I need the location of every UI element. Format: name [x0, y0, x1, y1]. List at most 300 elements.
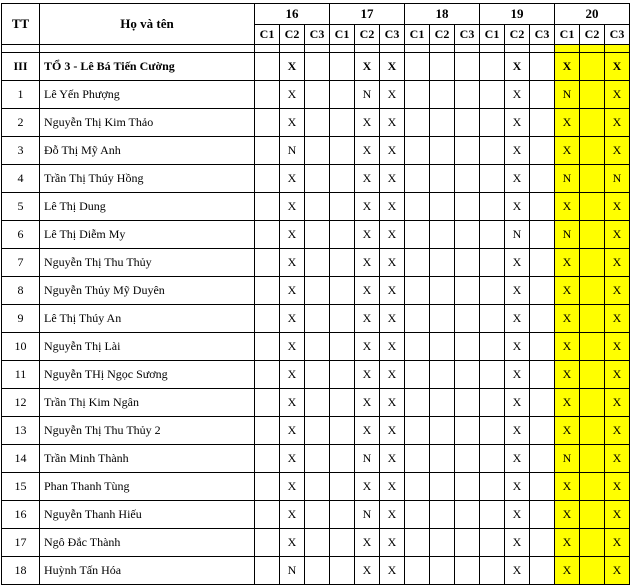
mark-cell [305, 193, 330, 221]
header-group-17: 17 [330, 4, 405, 25]
mark-cell [305, 53, 330, 81]
mark-cell [330, 473, 355, 501]
mark-cell [330, 501, 355, 529]
header-sub: C2 [580, 25, 605, 45]
mark-cell [480, 557, 505, 585]
mark-cell [255, 137, 280, 165]
mark-cell [255, 529, 280, 557]
row-number: 18 [2, 557, 40, 585]
mark-cell [255, 417, 280, 445]
mark-cell [305, 389, 330, 417]
mark-cell: X [355, 277, 380, 305]
mark-cell: X [555, 417, 580, 445]
mark-cell: X [505, 165, 530, 193]
mark-cell: X [505, 277, 530, 305]
mark-cell [455, 109, 480, 137]
header-sub: C1 [405, 25, 430, 45]
spacer-cell [555, 45, 580, 53]
mark-cell [430, 305, 455, 333]
mark-cell: X [280, 417, 305, 445]
table-row [2, 473, 630, 501]
mark-cell: X [380, 445, 405, 473]
mark-cell [430, 165, 455, 193]
mark-cell [255, 557, 280, 585]
table-row [2, 389, 630, 417]
mark-cell [405, 473, 430, 501]
mark-cell: X [605, 221, 630, 249]
mark-cell: X [280, 193, 305, 221]
mark-cell [530, 557, 555, 585]
mark-cell [405, 249, 430, 277]
mark-cell: X [355, 221, 380, 249]
mark-cell [530, 81, 555, 109]
mark-cell [430, 389, 455, 417]
row-number: 5 [2, 193, 40, 221]
mark-cell: X [505, 529, 530, 557]
mark-cell: X [380, 501, 405, 529]
header-sub: C3 [530, 25, 555, 45]
mark-cell [530, 445, 555, 473]
mark-cell [580, 277, 605, 305]
member-name: Phan Thanh Tùng [40, 473, 255, 501]
mark-cell: X [505, 137, 530, 165]
mark-cell [305, 333, 330, 361]
mark-cell: X [355, 417, 380, 445]
member-name: Lê Yến Phượng [40, 81, 255, 109]
spacer-cell [280, 45, 305, 53]
mark-cell [255, 333, 280, 361]
mark-cell: N [280, 137, 305, 165]
mark-cell [455, 473, 480, 501]
mark-cell [430, 361, 455, 389]
mark-cell [305, 221, 330, 249]
mark-cell: X [380, 165, 405, 193]
mark-cell: X [555, 473, 580, 501]
mark-cell: X [380, 389, 405, 417]
mark-cell: X [505, 473, 530, 501]
mark-cell [480, 305, 505, 333]
mark-cell [580, 249, 605, 277]
row-number: 12 [2, 389, 40, 417]
member-name: Trần Thị Kim Ngân [40, 389, 255, 417]
mark-cell [330, 109, 355, 137]
header-group-20: 20 [555, 4, 630, 25]
mark-cell: N [555, 221, 580, 249]
mark-cell: X [555, 53, 580, 81]
mark-cell [255, 361, 280, 389]
mark-cell: X [280, 473, 305, 501]
mark-cell: N [555, 81, 580, 109]
mark-cell [530, 137, 555, 165]
member-name: Lê Thị Dung [40, 193, 255, 221]
mark-cell [255, 53, 280, 81]
spacer-cell [355, 45, 380, 53]
spacer-cell [505, 45, 530, 53]
mark-cell: X [380, 53, 405, 81]
row-number: 1 [2, 81, 40, 109]
row-number: 15 [2, 473, 40, 501]
mark-cell: X [505, 501, 530, 529]
mark-cell: X [280, 445, 305, 473]
mark-cell: X [280, 165, 305, 193]
mark-cell [580, 361, 605, 389]
mark-cell: X [280, 361, 305, 389]
mark-cell [455, 165, 480, 193]
mark-cell [305, 165, 330, 193]
mark-cell [330, 361, 355, 389]
mark-cell [480, 529, 505, 557]
mark-cell [255, 473, 280, 501]
mark-cell [430, 473, 455, 501]
mark-cell [480, 277, 505, 305]
mark-cell: N [505, 221, 530, 249]
mark-cell: X [380, 557, 405, 585]
mark-cell: X [380, 473, 405, 501]
mark-cell: X [380, 249, 405, 277]
mark-cell [305, 81, 330, 109]
mark-cell [580, 557, 605, 585]
mark-cell [530, 417, 555, 445]
mark-cell [405, 137, 430, 165]
mark-cell [480, 109, 505, 137]
spacer-cell [330, 45, 355, 53]
member-name: Nguyễn Thị Kim Thảo [40, 109, 255, 137]
mark-cell [455, 249, 480, 277]
mark-cell: X [380, 529, 405, 557]
spacer-cell [255, 45, 280, 53]
table-row [2, 221, 630, 249]
mark-cell [255, 389, 280, 417]
mark-cell: X [555, 193, 580, 221]
mark-cell [430, 333, 455, 361]
row-number: 2 [2, 109, 40, 137]
mark-cell: X [505, 557, 530, 585]
mark-cell [530, 165, 555, 193]
mark-cell: N [280, 557, 305, 585]
mark-cell [330, 137, 355, 165]
mark-cell: N [605, 165, 630, 193]
mark-cell [405, 165, 430, 193]
mark-cell [330, 249, 355, 277]
mark-cell: X [555, 557, 580, 585]
mark-cell: X [605, 333, 630, 361]
mark-cell [430, 221, 455, 249]
mark-cell [455, 445, 480, 473]
mark-cell: X [280, 81, 305, 109]
header-sub: C1 [255, 25, 280, 45]
mark-cell [455, 333, 480, 361]
mark-cell [405, 557, 430, 585]
header-sub: C2 [280, 25, 305, 45]
mark-cell [480, 193, 505, 221]
table-body [2, 45, 630, 585]
spacer-cell [530, 45, 555, 53]
mark-cell [305, 445, 330, 473]
mark-cell [305, 501, 330, 529]
mark-cell: X [505, 193, 530, 221]
mark-cell: X [555, 529, 580, 557]
mark-cell [330, 193, 355, 221]
header-sub: C3 [455, 25, 480, 45]
mark-cell [455, 221, 480, 249]
mark-cell: X [605, 501, 630, 529]
mark-cell: X [555, 277, 580, 305]
mark-cell: X [605, 557, 630, 585]
mark-cell [430, 501, 455, 529]
mark-cell: X [280, 389, 305, 417]
member-name: Trần Thị Thúy Hồng [40, 165, 255, 193]
mark-cell [405, 277, 430, 305]
mark-cell [455, 389, 480, 417]
spacer-cell [430, 45, 455, 53]
mark-cell [580, 109, 605, 137]
mark-cell [405, 417, 430, 445]
row-number: 8 [2, 277, 40, 305]
mark-cell [330, 305, 355, 333]
table-row [2, 193, 630, 221]
mark-cell [405, 53, 430, 81]
mark-cell [255, 81, 280, 109]
mark-cell: X [505, 81, 530, 109]
mark-cell [405, 361, 430, 389]
mark-cell [580, 473, 605, 501]
mark-cell [455, 305, 480, 333]
mark-cell: X [355, 193, 380, 221]
mark-cell [580, 81, 605, 109]
mark-cell [405, 445, 430, 473]
mark-cell [405, 109, 430, 137]
mark-cell [530, 193, 555, 221]
mark-cell [305, 361, 330, 389]
header-name: Họ và tên [40, 4, 255, 45]
mark-cell [480, 137, 505, 165]
mark-cell: X [605, 249, 630, 277]
mark-cell: X [380, 361, 405, 389]
mark-cell [305, 249, 330, 277]
table-row [2, 361, 630, 389]
spacer-cell [2, 45, 40, 53]
mark-cell [580, 445, 605, 473]
header-sub: C1 [480, 25, 505, 45]
member-name: Nguyễn Thị Lài [40, 333, 255, 361]
header-sub: C1 [555, 25, 580, 45]
header-group-16: 16 [255, 4, 330, 25]
member-name: Nguyễn Thủy Mỹ Duyên [40, 277, 255, 305]
mark-cell: X [380, 333, 405, 361]
mark-cell [405, 501, 430, 529]
mark-cell: X [355, 473, 380, 501]
mark-cell: N [555, 445, 580, 473]
mark-cell: X [280, 501, 305, 529]
mark-cell [580, 417, 605, 445]
spacer-cell [40, 45, 255, 53]
mark-cell [530, 53, 555, 81]
mark-cell: X [380, 305, 405, 333]
mark-cell [330, 333, 355, 361]
mark-cell [480, 389, 505, 417]
header-row-groups [2, 4, 630, 25]
mark-cell [530, 305, 555, 333]
mark-cell: X [605, 389, 630, 417]
mark-cell: X [355, 389, 380, 417]
mark-cell: X [555, 137, 580, 165]
member-name: Huỳnh Tấn Hóa [40, 557, 255, 585]
mark-cell [330, 417, 355, 445]
mark-cell: X [555, 389, 580, 417]
mark-cell [580, 529, 605, 557]
mark-cell [530, 473, 555, 501]
mark-cell: N [355, 501, 380, 529]
member-name: Nguyễn Thanh Hiếu [40, 501, 255, 529]
mark-cell [430, 137, 455, 165]
mark-cell: X [355, 361, 380, 389]
mark-cell [255, 165, 280, 193]
mark-cell [480, 361, 505, 389]
mark-cell: N [555, 165, 580, 193]
mark-cell [255, 109, 280, 137]
header-sub: C3 [380, 25, 405, 45]
mark-cell [580, 305, 605, 333]
mark-cell [530, 221, 555, 249]
mark-cell: X [355, 305, 380, 333]
mark-cell: X [605, 445, 630, 473]
mark-cell: X [280, 333, 305, 361]
mark-cell: X [555, 333, 580, 361]
mark-cell: X [280, 305, 305, 333]
table-row [2, 445, 630, 473]
mark-cell [455, 501, 480, 529]
header-sub: C1 [330, 25, 355, 45]
header-sub: C2 [430, 25, 455, 45]
spacer-cell [605, 45, 630, 53]
mark-cell: X [380, 81, 405, 109]
member-name: Nguyễn Thị Thu Thủy 2 [40, 417, 255, 445]
mark-cell: X [355, 109, 380, 137]
header-sub: C3 [305, 25, 330, 45]
mark-cell: X [605, 305, 630, 333]
mark-cell [580, 501, 605, 529]
mark-cell [580, 137, 605, 165]
mark-cell [405, 305, 430, 333]
mark-cell [580, 165, 605, 193]
mark-cell [455, 361, 480, 389]
mark-cell [480, 501, 505, 529]
mark-cell [405, 193, 430, 221]
mark-cell [305, 417, 330, 445]
mark-cell: N [355, 445, 380, 473]
mark-cell [455, 81, 480, 109]
mark-cell: X [380, 137, 405, 165]
mark-cell [530, 277, 555, 305]
mark-cell: X [280, 109, 305, 137]
mark-cell: X [555, 109, 580, 137]
member-name: Nguyễn Thị Thu Thủy [40, 249, 255, 277]
group-row [2, 53, 630, 81]
mark-cell [330, 277, 355, 305]
mark-cell: X [605, 529, 630, 557]
member-name: Lê Thị Thúy An [40, 305, 255, 333]
mark-cell [430, 557, 455, 585]
table-row [2, 137, 630, 165]
table-row [2, 333, 630, 361]
mark-cell [330, 221, 355, 249]
member-name: Lê Thị Diễm My [40, 221, 255, 249]
mark-cell [255, 249, 280, 277]
spacer-row [2, 45, 630, 53]
mark-cell [255, 193, 280, 221]
mark-cell [405, 529, 430, 557]
mark-cell: X [505, 305, 530, 333]
mark-cell [330, 81, 355, 109]
row-number: 4 [2, 165, 40, 193]
header-group-19: 19 [480, 4, 555, 25]
mark-cell [580, 193, 605, 221]
mark-cell: X [605, 361, 630, 389]
mark-cell: X [505, 53, 530, 81]
mark-cell [580, 389, 605, 417]
mark-cell [430, 445, 455, 473]
mark-cell: X [605, 473, 630, 501]
mark-cell: N [355, 81, 380, 109]
mark-cell: X [355, 53, 380, 81]
mark-cell [430, 109, 455, 137]
mark-cell [430, 193, 455, 221]
mark-cell: X [555, 361, 580, 389]
member-name: Trần Minh Thành [40, 445, 255, 473]
spacer-cell [580, 45, 605, 53]
row-number: 13 [2, 417, 40, 445]
mark-cell [405, 221, 430, 249]
mark-cell [530, 389, 555, 417]
header-sub: C2 [505, 25, 530, 45]
mark-cell: X [505, 445, 530, 473]
mark-cell: X [605, 137, 630, 165]
mark-cell [255, 305, 280, 333]
mark-cell: X [555, 305, 580, 333]
mark-cell: X [555, 249, 580, 277]
row-number: 6 [2, 221, 40, 249]
mark-cell: X [380, 417, 405, 445]
table-row [2, 249, 630, 277]
mark-cell [430, 529, 455, 557]
mark-cell [405, 389, 430, 417]
mark-cell: X [505, 249, 530, 277]
mark-cell [330, 389, 355, 417]
mark-cell [255, 277, 280, 305]
spacer-cell [405, 45, 430, 53]
mark-cell [305, 137, 330, 165]
mark-cell: X [355, 137, 380, 165]
mark-cell: X [280, 529, 305, 557]
mark-cell [530, 529, 555, 557]
mark-cell [530, 109, 555, 137]
mark-cell: X [280, 221, 305, 249]
mark-cell: X [280, 249, 305, 277]
mark-cell [430, 249, 455, 277]
mark-cell [480, 53, 505, 81]
mark-cell: X [605, 53, 630, 81]
table-row [2, 529, 630, 557]
row-number: 9 [2, 305, 40, 333]
row-number: 16 [2, 501, 40, 529]
mark-cell [480, 417, 505, 445]
mark-cell [455, 277, 480, 305]
mark-cell: X [355, 529, 380, 557]
mark-cell [330, 529, 355, 557]
mark-cell [455, 193, 480, 221]
mark-cell: X [555, 501, 580, 529]
mark-cell [480, 473, 505, 501]
